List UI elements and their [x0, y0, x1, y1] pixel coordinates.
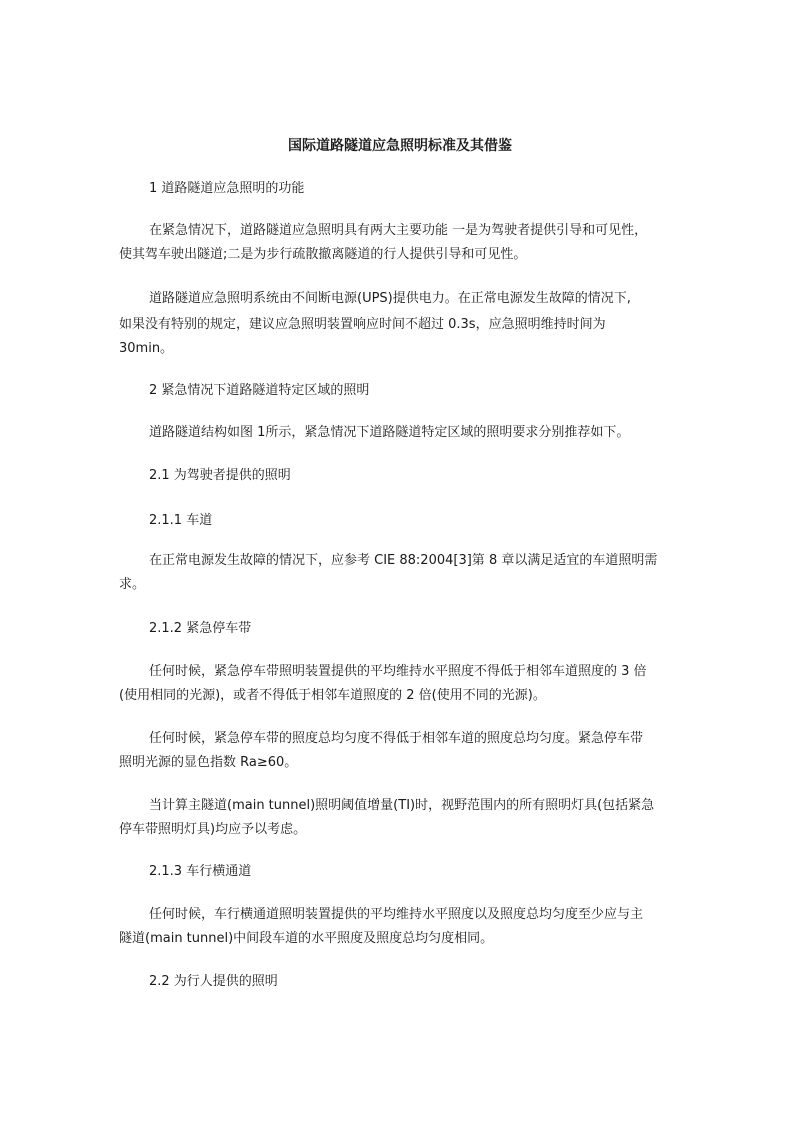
subsection-heading-2-1-2: 2.1.2 紧急停车带	[149, 621, 252, 636]
subsection-heading-2-1-3: 2.1.3 车行横通道	[149, 864, 252, 879]
paragraph-line: 任何时候，车行横通道照明装置提供的平均维持水平照度以及照度总均匀度至少应与主	[149, 907, 644, 922]
document-title: 国际道路隧道应急照明标准及其借鉴	[288, 138, 512, 154]
paragraph-line: 隧道(main tunnel)中间段车道的水平照度及照度总均匀度相同。	[119, 931, 494, 946]
subsection-heading-2-1-1: 2.1.1 车道	[149, 513, 213, 528]
paragraph-line: 在正常电源发生故障的情况下，应参考 CIE 88:2004[3]第 8 章以满足适宜的车道照明需	[149, 553, 658, 568]
paragraph-line: 求。	[119, 577, 146, 592]
subsection-heading-2-2: 2.2 为行人提供的照明	[149, 974, 278, 989]
paragraph-line: 使其驾车驶出隧道;二是为步行疏散撤离隧道的行人提供引导和可见性。	[119, 247, 527, 262]
paragraph-line: 道路隧道结构如图 1所示，紧急情况下道路隧道特定区域的照明要求分别推荐如下。	[149, 425, 630, 440]
paragraph-line: 如果没有特别的规定，建议应急照明装置响应时间不超过 0.3s，应急照明维持时间为	[119, 317, 606, 332]
paragraph-line: (使用相同的光源)，或者不得低于相邻车道照度的 2 倍(使用不同的光源)。	[119, 688, 546, 703]
paragraph-line: 当计算主隧道(main tunnel)照明阈值增量(TI)时，视野范围内的所有照明灯具(包括紧急	[149, 798, 655, 813]
paragraph-line: 30min。	[119, 341, 174, 356]
paragraph-line: 停车带照明灯具)均应予以考虑。	[119, 822, 307, 837]
section-heading-1: 1 道路隧道应急照明的功能	[149, 181, 305, 196]
subsection-heading-2-1: 2.1 为驾驶者提供的照明	[149, 468, 291, 483]
paragraph-line: 道路隧道应急照明系统由不间断电源(UPS)提供电力。在正常电源发生故障的情况下,	[149, 291, 631, 306]
paragraph-line: 任何时候，紧急停车带照明装置提供的平均维持水平照度不得低于相邻车道照度的 3 倍	[149, 664, 647, 679]
section-heading-2: 2 紧急情况下道路隧道特定区域的照明	[149, 383, 370, 398]
paragraph-line: 在紧急情况下，道路隧道应急照明具有两大主要功能 一是为驾驶者提供引导和可见性，	[149, 223, 648, 238]
paragraph-line: 照明光源的显色指数 Ra≥60。	[119, 755, 298, 770]
paragraph-line: 任何时候，紧急停车带的照度总均匀度不得低于相邻车道的照度总均匀度。紧急停车带	[149, 731, 644, 746]
